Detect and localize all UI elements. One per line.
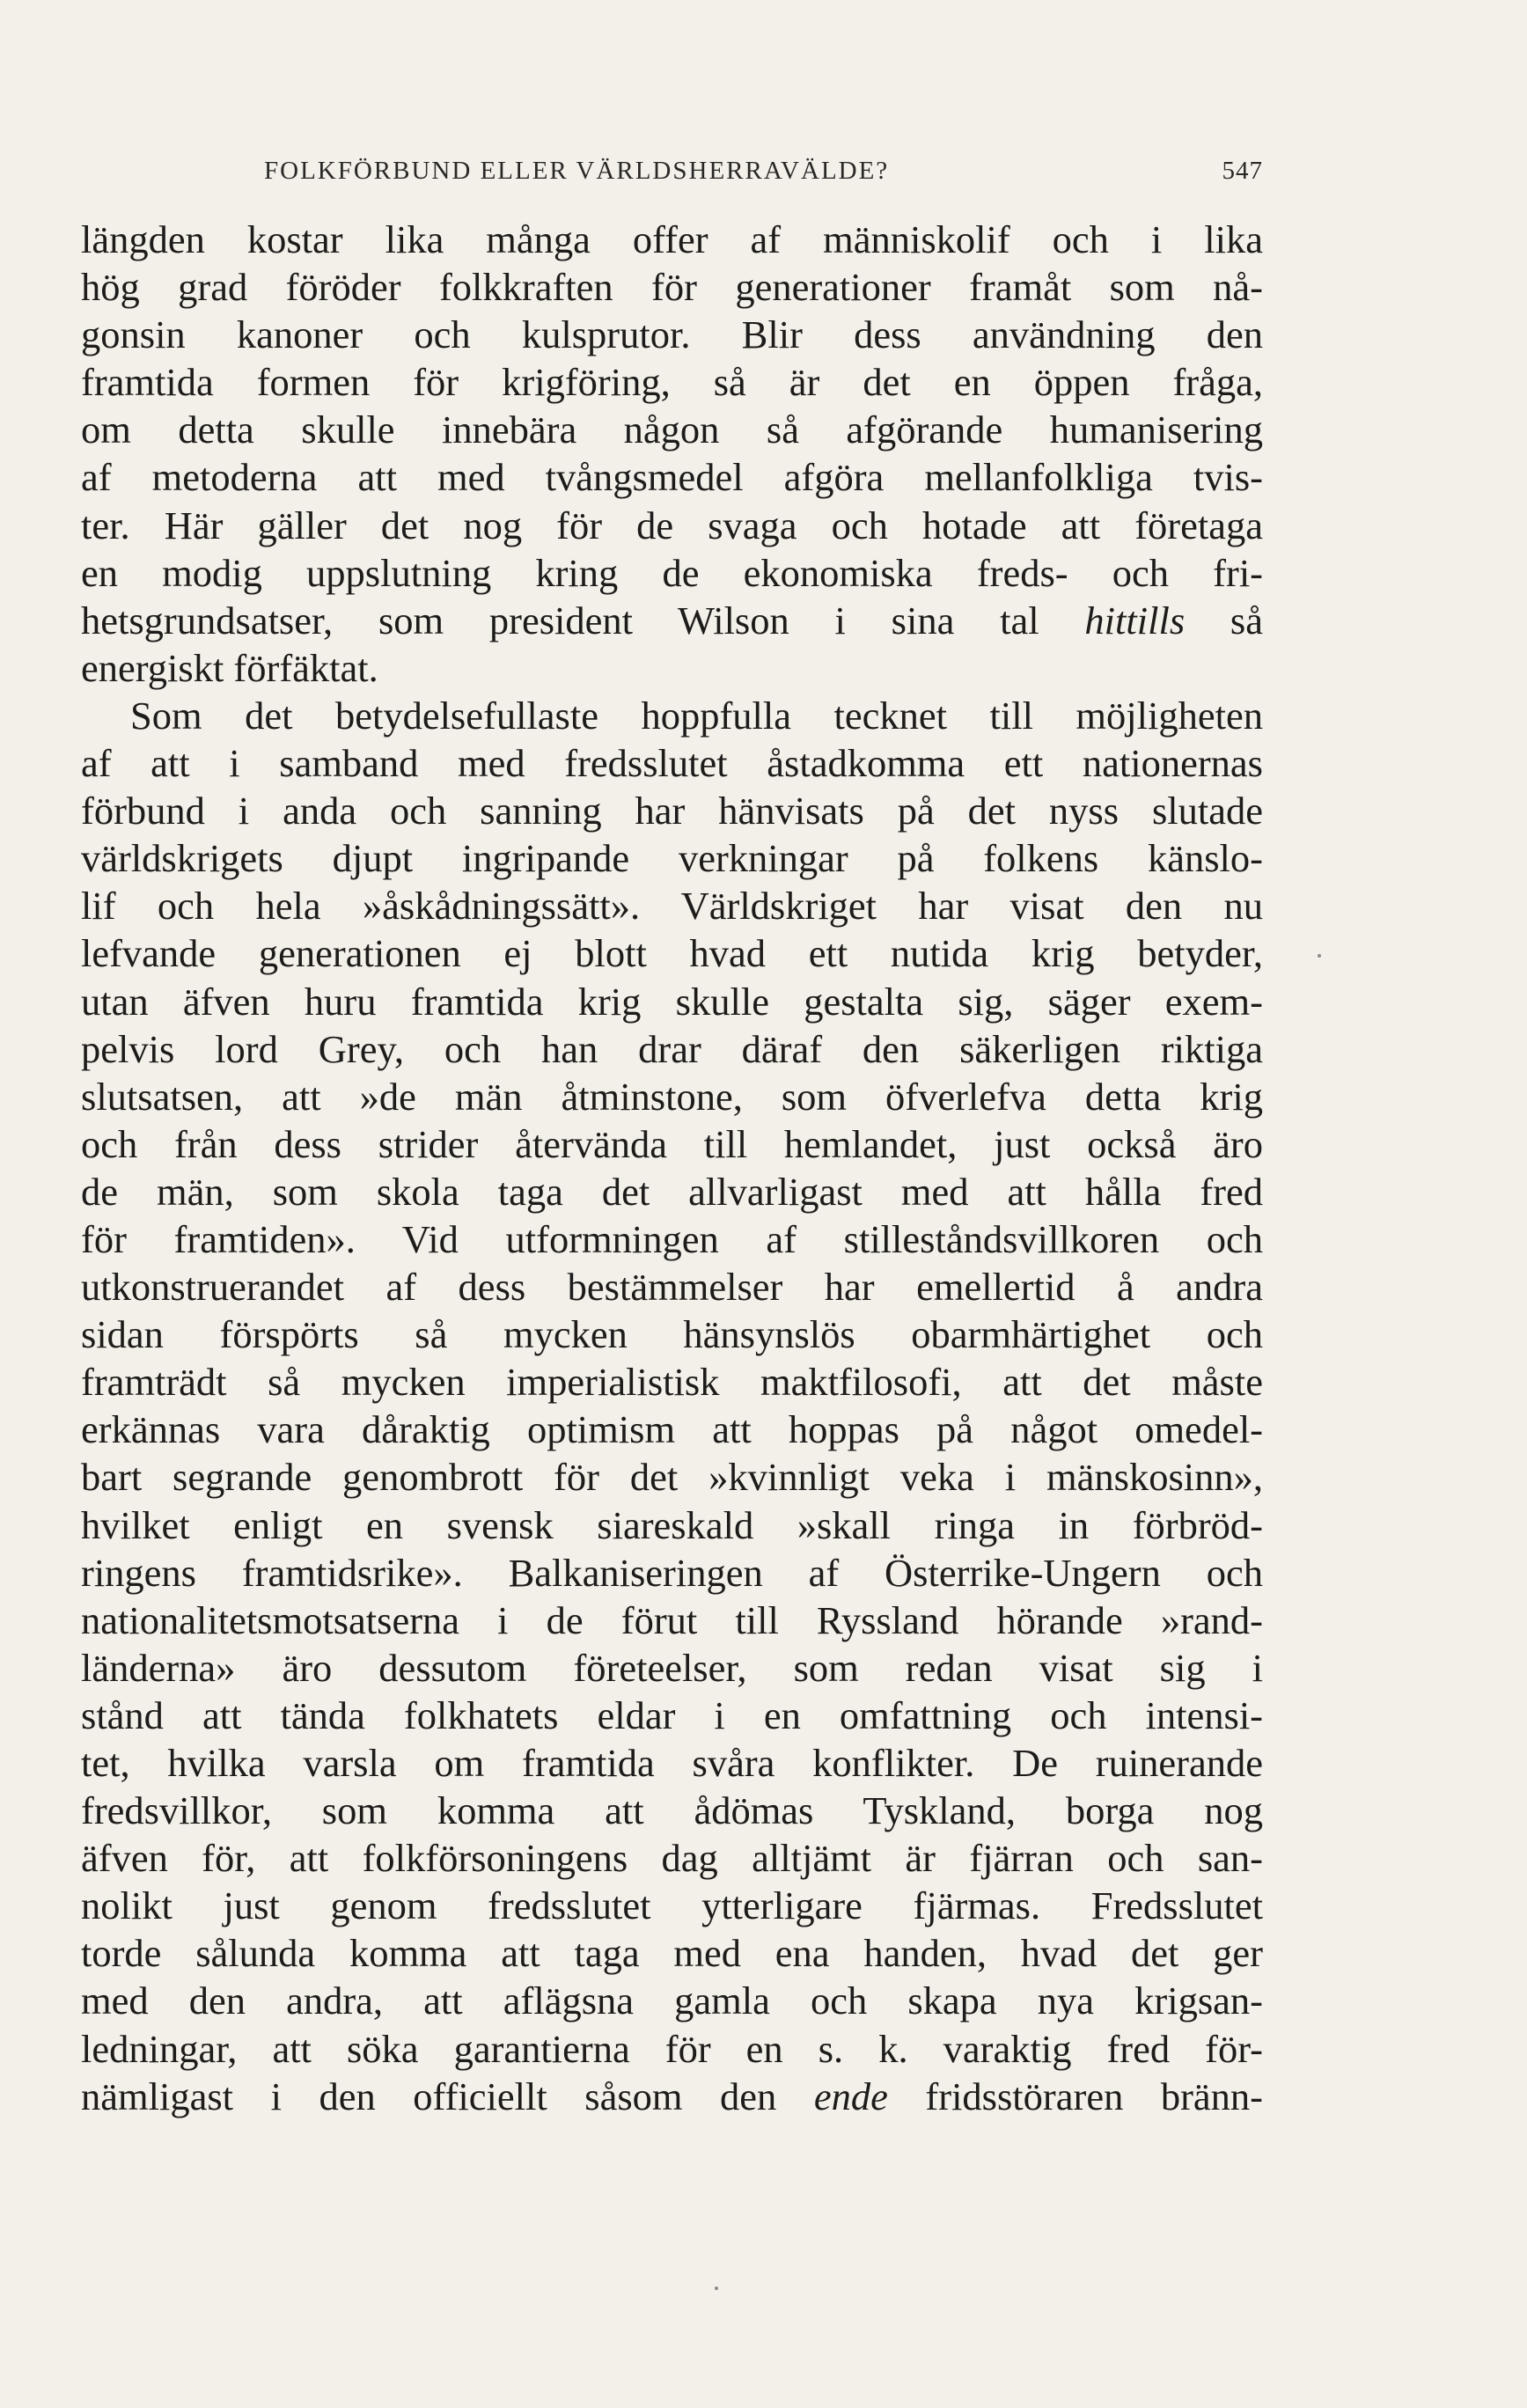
text-line: framträdt så mycken imperialistisk maktfilosofi, att det måste xyxy=(81,1360,1263,1405)
text-line: ringens framtidsrike». Balkaniseringen af Österrike-Ungern och xyxy=(81,1550,1263,1595)
paper-speck xyxy=(715,2287,718,2290)
text-line: de män, som skola taga det allvarligast med att hålla fred xyxy=(81,1169,1263,1214)
italic-word: ende xyxy=(813,2074,888,2118)
text-line xyxy=(81,2073,1263,2120)
text-line: världskrigets djupt ingripande verkningar på folkens känslo- xyxy=(81,836,1263,881)
text-line: ter. Här gäller det nog för de svaga och hotade att företaga xyxy=(81,503,1263,547)
text-run: hetsgrundsatser, som president Wilson i sina tal xyxy=(81,598,1085,642)
paragraph-end-line: energiskt förfäktat. xyxy=(81,645,378,690)
text-line: om detta skulle innebära någon så afgörande humanisering xyxy=(81,407,1263,452)
text-line: utan äfven huru framtida krig skulle gestalta sig, säger exem- xyxy=(81,979,1263,1024)
text-line xyxy=(81,597,1263,644)
running-title: FOLKFÖRBUND ELLER VÄRLDSHERRAVÄLDE? xyxy=(264,157,890,185)
text-run: nämligast i den officiellt såsom den xyxy=(81,2074,814,2118)
text-line: äfven för, att folkförsoningens dag alltjämt är fjärran och san- xyxy=(81,1836,1263,1881)
text-line: förbund i anda och sanning har hänvisats på det nyss slutade xyxy=(81,789,1263,833)
text-line: fredsvillkor, som komma att ådömas Tyskland, borga nog xyxy=(81,1788,1263,1833)
text-line: länderna» äro dessutom företeelser, som redan visat sig i xyxy=(81,1645,1263,1690)
page-number: 547 xyxy=(1222,157,1263,185)
text-line: gonsin kanoner och kulsprutor. Blir dess användning den xyxy=(81,312,1263,357)
text-line: erkännas vara dåraktig optimism att hoppas på något omedel- xyxy=(81,1407,1263,1452)
running-header xyxy=(264,157,1263,201)
text-line: ledningar, att söka garantierna för en s. k. varaktig fred för- xyxy=(81,2026,1263,2071)
text-line: slutsatsen, att »de män åtminstone, som öfverlefva detta krig xyxy=(81,1074,1263,1119)
text-line: och från dess strider återvända till hemlandet, just också äro xyxy=(81,1121,1263,1166)
text-line: med den andra, att aflägsna gamla och skapa nya krigsan- xyxy=(81,1979,1263,2023)
text-line: pelvis lord Grey, och han drar däraf den säkerligen riktiga xyxy=(81,1026,1263,1071)
paragraph-start-line: Som det betydelsefullaste hoppfulla tecknet till möjligheten xyxy=(130,693,1263,738)
text-line: en modig uppslutning kring de ekonomiska freds- och fri- xyxy=(81,550,1263,595)
text-line: hvilket enligt en svensk siareskald »skall ringa in förbröd- xyxy=(81,1502,1263,1547)
text-line: längden kostar lika många offer af människolif och i lika xyxy=(81,217,1263,261)
text-line: framtida formen för krigföring, så är det en öppen fråga, xyxy=(81,360,1263,405)
body-text xyxy=(81,216,1263,2120)
text-line: bart segrande genombrott för det »kvinnligt veka i mänskosinn», xyxy=(81,1455,1263,1500)
text-line: sidan förspörts så mycken hänsynslös obarmhärtighet och xyxy=(81,1312,1263,1357)
text-line: utkonstruerandet af dess bestämmelser har emellertid å andra xyxy=(81,1265,1263,1310)
text-line: hög grad föröder folkkraften för generationer framåt som nå- xyxy=(81,265,1263,310)
italic-word: hittills xyxy=(1084,598,1186,642)
text-run: fridsstöraren bränn- xyxy=(887,2074,1263,2118)
text-run: så xyxy=(1185,598,1263,642)
text-line: nationalitetsmotsatserna i de förut till Ryssland hörande »rand- xyxy=(81,1597,1263,1642)
paper-speck xyxy=(1318,954,1321,958)
text-line: af metoderna att med tvångsmedel afgöra mellanfolkliga tvis- xyxy=(81,455,1263,500)
text-line: lif och hela »åskådningssätt». Världskriget har visat den nu xyxy=(81,884,1263,929)
text-line: nolikt just genom fredsslutet ytterligare fjärmas. Fredsslutet xyxy=(81,1883,1263,1928)
text-line: för framtiden». Vid utformningen af stilleståndsvillkoren och xyxy=(81,1216,1263,1261)
text-line: torde sålunda komma att taga med ena handen, hvad det ger xyxy=(81,1931,1263,1976)
text-line: tet, hvilka varsla om framtida svåra konflikter. De ruinerande xyxy=(81,1741,1263,1785)
text-line: stånd att tända folkhatets eldar i en omfattning och intensi- xyxy=(81,1692,1263,1737)
text-line: af att i samband med fredsslutet åstadkomma ett nationernas xyxy=(81,741,1263,786)
text-line: lefvande generationen ej blott hvad ett nutida krig betyder, xyxy=(81,931,1263,976)
